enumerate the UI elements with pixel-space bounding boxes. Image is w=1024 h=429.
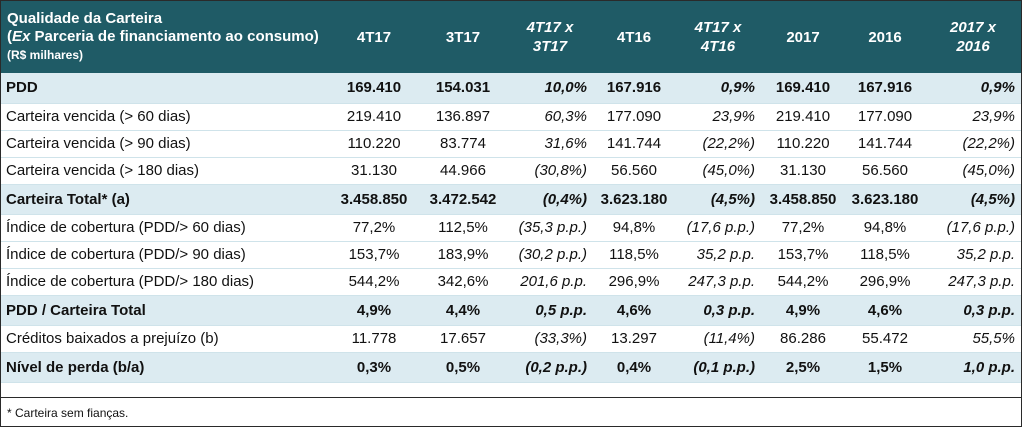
cell-value: 169.410 [761,73,845,103]
cell-value: 3.458.850 [329,184,419,214]
cell-value: 219.410 [329,103,419,130]
col-header-4t17: 4T17 [356,28,392,46]
col-header-3t17: 3T17 [445,28,481,46]
table-row-coverage-180 [1,268,1021,295]
cell-variation: (45,0%) [925,157,1021,184]
row-label: Índice de cobertura (PDD/> 60 dias) [1,214,329,241]
cell-variation: 1,0 p.p. [925,352,1021,382]
cell-value: 141.744 [845,130,925,157]
table-row-overdue-180 [1,157,1021,184]
footnote-divider [1,397,1021,398]
cell-value: 141.744 [593,130,675,157]
cell-variation: (0,2 p.p.) [507,352,593,382]
row-label: Carteira vencida (> 90 dias) [1,130,329,157]
row-label: PDD / Carteira Total [1,295,329,325]
cell-variation: 0,5 p.p. [507,295,593,325]
cell-variation: 0,3 p.p. [925,295,1021,325]
cell-variation: (0,4%) [507,184,593,214]
cell-value: 94,8% [593,214,675,241]
cell-value: 296,9% [845,268,925,295]
cell-variation: (4,5%) [925,184,1021,214]
cell-variation: (4,5%) [675,184,761,214]
cell-value: 4,6% [593,295,675,325]
cell-value: 77,2% [329,214,419,241]
cell-value: 177.090 [845,103,925,130]
cell-value: 13.297 [593,325,675,352]
cell-value: 177.090 [593,103,675,130]
cell-value: 169.410 [329,73,419,103]
table-row-write-offs [1,325,1021,352]
cell-variation: (45,0%) [675,157,761,184]
cell-value: 3.623.180 [593,184,675,214]
cell-variation: (30,2 p.p.) [507,241,593,268]
title-line2-italic: Ex [12,28,31,45]
cell-variation: 35,2 p.p. [925,241,1021,268]
row-label: Carteira vencida (> 60 dias) [1,103,329,130]
cell-value: 56.560 [593,157,675,184]
cell-value: 83.774 [419,130,507,157]
col-header-4t16: 4T16 [616,28,652,46]
row-label: Índice de cobertura (PDD/> 180 dias) [1,268,329,295]
table-row-overdue-60 [1,103,1021,130]
row-label: PDD [1,73,329,103]
table-row-loss-level [1,352,1021,382]
cell-value: 11.778 [329,325,419,352]
cell-value: 118,5% [593,241,675,268]
col-header-4t17-x-3t17: 4T17 x 3T17 [526,19,574,55]
col-header-2016: 2016 [868,28,902,46]
row-label: Carteira vencida (> 180 dias) [1,157,329,184]
cell-value: 153,7% [329,241,419,268]
cell-value: 0,5% [419,352,507,382]
title-line2 [7,28,325,46]
cell-value: 56.560 [845,157,925,184]
cell-value: 86.286 [761,325,845,352]
footnote: * Carteira sem fianças. [7,406,129,420]
cell-value: 3.472.542 [419,184,507,214]
cell-value: 219.410 [761,103,845,130]
title-units: (R$ milhares) [7,48,84,62]
cell-variation: 35,2 p.p. [675,241,761,268]
table-row-total-portfolio [1,184,1021,214]
cell-variation: 60,3% [507,103,593,130]
table-header-row [1,1,1021,73]
table-row-coverage-90 [1,241,1021,268]
cell-value: 3.623.180 [845,184,925,214]
cell-value: 110.220 [329,130,419,157]
cell-variation: (22,2%) [925,130,1021,157]
cell-variation: 247,3 p.p. [675,268,761,295]
cell-variation: (33,3%) [507,325,593,352]
row-label: Carteira Total* (a) [1,184,329,214]
cell-value: 31.130 [761,157,845,184]
cell-value: 153,7% [761,241,845,268]
cell-variation: 247,3 p.p. [925,268,1021,295]
cell-variation: (11,4%) [675,325,761,352]
row-label: Créditos baixados a prejuízo (b) [1,325,329,352]
cell-value: 4,9% [761,295,845,325]
table-row-pdd [1,73,1021,103]
cell-value: 1,5% [845,352,925,382]
cell-variation: 23,9% [675,103,761,130]
cell-value: 2,5% [761,352,845,382]
cell-value: 44.966 [419,157,507,184]
col-header-4t17-x-4t16: 4T17 x 4T16 [694,19,742,55]
cell-value: 31.130 [329,157,419,184]
col-header-2017-x-2016: 2017 x 2016 [950,19,996,55]
cell-variation: 0,9% [675,73,761,103]
cell-value: 296,9% [593,268,675,295]
cell-variation: 23,9% [925,103,1021,130]
cell-variation: (17,6 p.p.) [925,214,1021,241]
cell-value: 3.458.850 [761,184,845,214]
title-line1: Qualidade da Carteira [7,10,163,27]
cell-value: 118,5% [845,241,925,268]
cell-value: 0,3% [329,352,419,382]
cell-variation: (35,3 p.p.) [507,214,593,241]
cell-value: 4,4% [419,295,507,325]
cell-value: 112,5% [419,214,507,241]
cell-value: 0,4% [593,352,675,382]
cell-value: 17.657 [419,325,507,352]
col-header-2017: 2017 [786,28,820,46]
cell-value: 136.897 [419,103,507,130]
cell-value: 544,2% [329,268,419,295]
cell-variation: 31,6% [507,130,593,157]
cell-value: 4,6% [845,295,925,325]
cell-value: 154.031 [419,73,507,103]
cell-variation: 201,6 p.p. [507,268,593,295]
cell-variation: (30,8%) [507,157,593,184]
cell-variation: (0,1 p.p.) [675,352,761,382]
portfolio-quality-table [1,1,1021,383]
row-label: Índice de cobertura (PDD/> 90 dias) [1,241,329,268]
cell-variation: (17,6 p.p.) [675,214,761,241]
cell-value: 167.916 [845,73,925,103]
table-row-coverage-60 [1,214,1021,241]
cell-variation: 0,3 p.p. [675,295,761,325]
row-label: Nível de perda (b/a) [1,352,329,382]
cell-value: 167.916 [593,73,675,103]
title-line2-open: ( [7,28,12,45]
cell-value: 342,6% [419,268,507,295]
cell-value: 77,2% [761,214,845,241]
cell-value: 544,2% [761,268,845,295]
cell-value: 94,8% [845,214,925,241]
table-row-overdue-90 [1,130,1021,157]
cell-variation: 10,0% [507,73,593,103]
table-title [1,1,329,73]
cell-value: 110.220 [761,130,845,157]
cell-value: 4,9% [329,295,419,325]
title-line2-rest: Parceria de financiamento ao consumo) [30,28,319,45]
cell-value: 183,9% [419,241,507,268]
cell-variation: 0,9% [925,73,1021,103]
table-row-pdd-over-total [1,295,1021,325]
cell-variation: 55,5% [925,325,1021,352]
cell-variation: (22,2%) [675,130,761,157]
cell-value: 55.472 [845,325,925,352]
